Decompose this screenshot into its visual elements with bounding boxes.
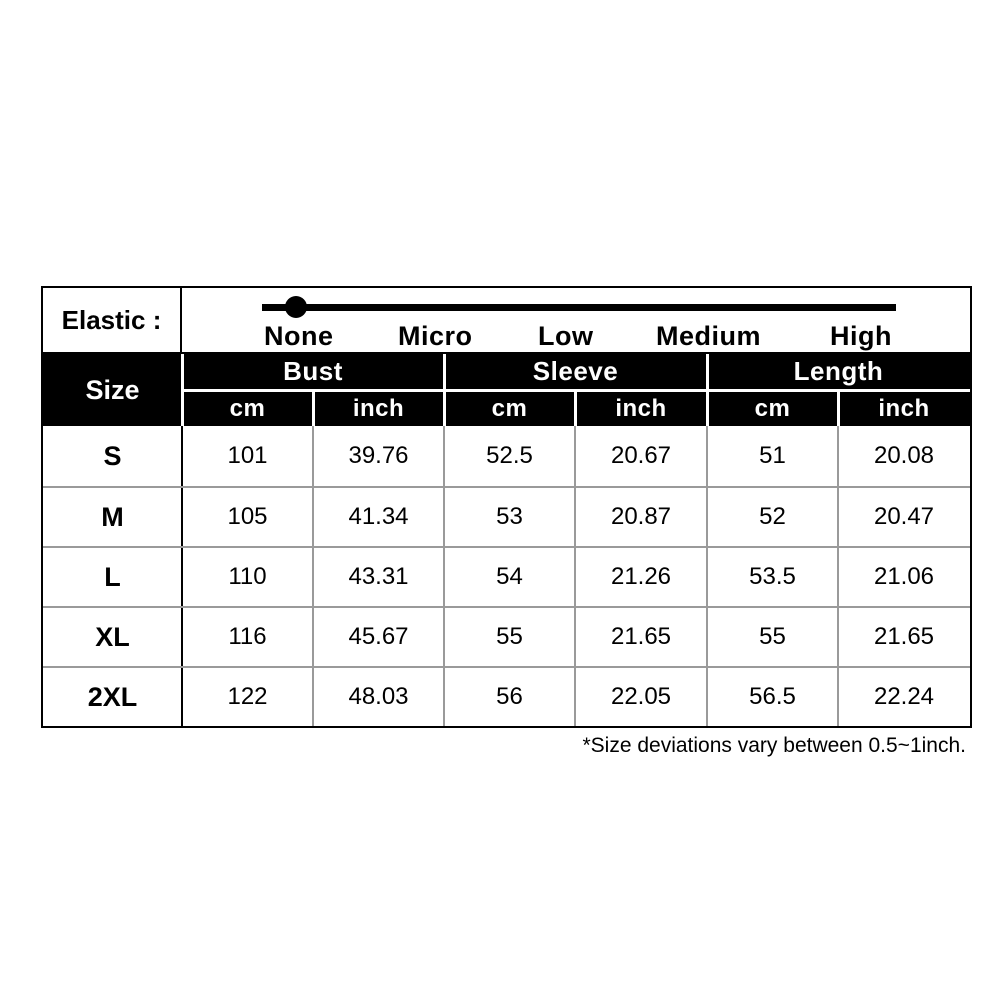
header-divider <box>706 354 709 426</box>
table-row <box>43 546 970 606</box>
sleeve-cm-cell: 56 <box>496 683 523 710</box>
header-sleeve-inch: inch <box>575 392 707 426</box>
bust-cm-cell: 110 <box>228 563 267 590</box>
elastic-level-none: None <box>264 321 334 351</box>
elastic-level-micro: Micro <box>398 321 473 351</box>
length-cm-cell: 51 <box>759 442 786 469</box>
elastic-scale-indicator <box>285 296 307 318</box>
bust-inch-cell: 45.67 <box>348 623 409 650</box>
sleeve-cm-cell: 53 <box>496 503 523 530</box>
elastic-scale <box>182 288 970 352</box>
sleeve-cm-cell: 52.5 <box>486 442 533 469</box>
size-cell: 2XL <box>87 681 138 712</box>
length-inch-cell: 22.24 <box>873 683 935 710</box>
header-length-cm: cm <box>707 392 838 426</box>
sleeve-inch-cell: 20.87 <box>610 503 672 530</box>
length-inch-cell: 21.65 <box>873 623 935 650</box>
size-cell: S <box>103 440 122 471</box>
bust-inch-cell: 41.34 <box>348 503 409 530</box>
length-inch-cell: 20.08 <box>873 442 935 469</box>
sleeve-cm-cell: 54 <box>496 563 523 590</box>
elastic-level-high: High <box>830 321 892 351</box>
elastic-level-medium: Medium <box>656 321 762 351</box>
bust-inch-cell: 48.03 <box>348 683 409 710</box>
header-length: Length <box>707 354 970 389</box>
header-bust-inch: inch <box>313 392 444 426</box>
elastic-scale-bar <box>262 304 896 311</box>
header-divider <box>574 392 577 426</box>
elastic-row <box>43 288 970 354</box>
bust-inch-cell: 39.76 <box>348 442 409 469</box>
header-size: Size <box>43 354 182 426</box>
sleeve-inch-cell: 21.26 <box>610 563 672 590</box>
bust-cm-cell: 122 <box>227 683 268 710</box>
length-cm-cell: 52 <box>759 503 786 530</box>
header-divider <box>837 392 840 426</box>
sleeve-cm-cell: 55 <box>496 623 523 650</box>
size-chart <box>41 286 972 728</box>
length-inch-cell: 20.47 <box>873 503 935 530</box>
table-row <box>43 606 970 666</box>
table-row <box>43 426 970 486</box>
header-bust: Bust <box>182 354 444 389</box>
elastic-label: Elastic : <box>43 288 182 352</box>
bust-cm-cell: 116 <box>228 623 267 650</box>
header-divider <box>443 354 446 426</box>
header-bust-cm: cm <box>182 392 313 426</box>
size-cell: M <box>101 501 124 532</box>
bust-cm-cell: 101 <box>227 442 268 469</box>
length-cm-cell: 56.5 <box>749 683 796 710</box>
length-cm-cell: 53.5 <box>749 563 796 590</box>
table-row <box>43 486 970 546</box>
bust-inch-cell: 43.31 <box>348 563 409 590</box>
sleeve-inch-cell: 20.67 <box>610 442 672 469</box>
header-length-inch: inch <box>838 392 970 426</box>
header-sleeve-cm: cm <box>444 392 575 426</box>
header-sleeve: Sleeve <box>444 354 707 389</box>
size-cell: L <box>104 561 121 592</box>
length-inch-cell: 21.06 <box>873 563 935 590</box>
size-deviation-note: *Size deviations vary between 0.5~1inch. <box>582 734 966 757</box>
sleeve-inch-cell: 21.65 <box>610 623 672 650</box>
elastic-level-low: Low <box>538 321 594 351</box>
size-cell: XL <box>95 621 130 652</box>
length-cm-cell: 55 <box>759 623 786 650</box>
sleeve-inch-cell: 22.05 <box>610 683 672 710</box>
bust-cm-cell: 105 <box>227 503 268 530</box>
table-row <box>43 666 970 726</box>
header-divider <box>312 392 315 426</box>
